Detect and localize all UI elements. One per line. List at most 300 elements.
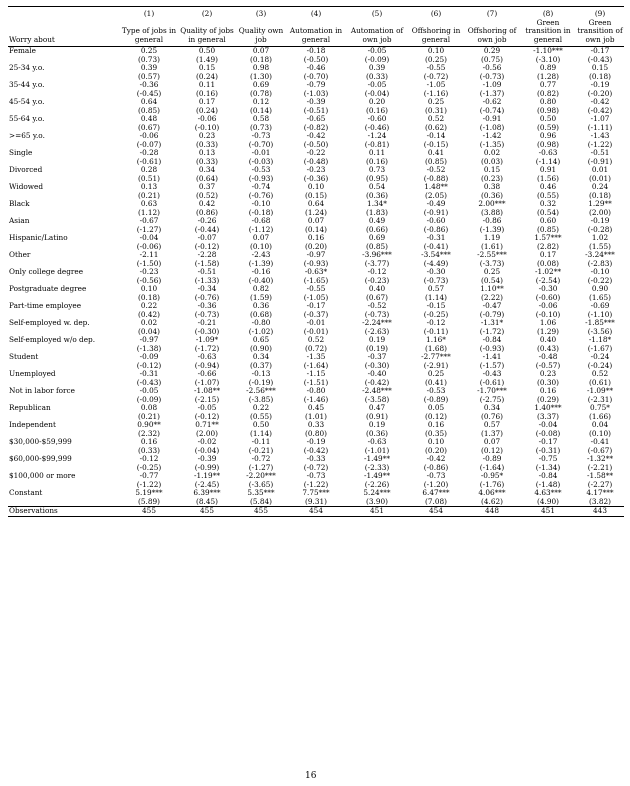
coefficient-cell: -1.05 — [426, 80, 446, 89]
coefficient-cell: 0.46 — [539, 182, 557, 191]
coefficient-cell: -1.09* — [195, 335, 219, 344]
coefficient-cell: -1.42 — [482, 131, 502, 140]
coefficient-cell: 0.60 — [539, 216, 557, 225]
coefficient-cell: 5.19*** — [135, 488, 163, 497]
coefficient-cell: -2.11 — [139, 250, 159, 259]
column-number: (2) — [178, 7, 236, 19]
tstat-cell: (-1.22) — [136, 479, 162, 489]
tstat-cell: (-1.08) — [479, 122, 505, 132]
tstat-cell: (-3.77) — [364, 258, 390, 268]
column-number: (4) — [286, 7, 346, 19]
tstat-cell: (1.28) — [537, 71, 559, 81]
observations-cell: 448 — [464, 507, 520, 517]
coefficient-cell: 4.06*** — [478, 488, 506, 497]
tstat-cell: (0.36) — [366, 428, 388, 438]
tstat-cell: (-0.12) — [194, 241, 220, 251]
coefficient-cell: -0.86 — [482, 216, 502, 225]
coefficient-cell: 0.19 — [368, 420, 386, 429]
tstat-cell: (0.33) — [196, 156, 218, 166]
tstat-cell: (-0.46) — [364, 122, 390, 132]
tstat-cell: (-0.12) — [136, 360, 162, 370]
coefficient-cell: 0.04 — [591, 420, 609, 429]
coefficient-cell: 1.10** — [480, 284, 504, 293]
tstat-cell: (0.57) — [138, 71, 160, 81]
coefficient-cell: -0.52 — [426, 165, 446, 174]
tstat-cell: (-0.08) — [535, 428, 561, 438]
coefficient-cell: -0.73 — [306, 471, 326, 480]
coefficient-cell: 0.54 — [368, 182, 386, 191]
row-label: Hispanic/Latino — [9, 233, 68, 242]
tstat-cell: (-0.36) — [303, 173, 329, 183]
coefficient-cell: -0.37 — [367, 352, 387, 361]
coefficient-cell: -1.85*** — [585, 318, 615, 327]
coefficient-cell: 0.63 — [140, 199, 158, 208]
row-label: >=65 y.o. — [9, 131, 45, 140]
coefficient-cell: -0.12 — [367, 267, 387, 276]
observations-cell: 455 — [236, 507, 286, 517]
coefficient-cell: -0.53 — [426, 386, 446, 395]
coefficient-cell: -0.63 — [367, 437, 387, 446]
column-label: Offshoring of own job — [464, 19, 520, 47]
coefficient-cell: -0.16 — [251, 267, 271, 276]
tstat-cell: (-2.33) — [364, 462, 390, 472]
tstat-cell: (0.12) — [481, 445, 503, 455]
tstat-cell: (0.20) — [425, 445, 447, 455]
coefficient-cell: -0.12 — [426, 318, 446, 327]
observations-cell: 454 — [408, 507, 464, 517]
tstat-cell: (1.66) — [589, 411, 611, 421]
tstat-cell: (-1.65) — [303, 275, 329, 285]
tstat-cell: (-3.65) — [248, 479, 274, 489]
tstat-cell: (3.82) — [589, 496, 611, 506]
coefficient-cell: -0.11 — [251, 437, 271, 446]
tstat-cell: (2.32) — [138, 428, 160, 438]
tstat-cell: (0.91) — [366, 411, 388, 421]
coefficient-cell: -0.07 — [197, 233, 217, 242]
coefficient-cell: 0.42 — [198, 199, 216, 208]
coefficient-cell: -0.05 — [139, 386, 159, 395]
coefficient-cell: -0.31 — [426, 233, 446, 242]
tstat-cell: (0.55) — [250, 411, 272, 421]
coefficient-cell: -0.30 — [426, 267, 446, 276]
coefficient-cell: -0.04 — [538, 420, 558, 429]
coefficient-cell: 0.36 — [252, 301, 270, 310]
tstat-cell: (-1.07) — [194, 377, 220, 387]
coefficient-cell: 0.41 — [427, 148, 445, 157]
coefficient-cell: 0.52 — [427, 114, 445, 123]
tstat-cell: (0.18) — [138, 292, 160, 302]
tstat-cell: (0.14) — [250, 105, 272, 115]
coefficient-cell: 1.40*** — [534, 403, 562, 412]
tstat-cell: (-0.11) — [423, 326, 449, 336]
coefficient-cell: -0.30 — [538, 284, 558, 293]
tstat-cell: (-1.01) — [364, 445, 390, 455]
column-label: Automation in general — [286, 19, 346, 47]
tstat-cell: (-0.91) — [423, 207, 449, 217]
coefficient-cell: 6.47*** — [422, 488, 450, 497]
tstat-cell: (-1.35) — [479, 139, 505, 149]
tstat-cell: (0.16) — [366, 105, 388, 115]
coefficient-cell: -0.28 — [139, 148, 159, 157]
row-label: Only college degree — [9, 267, 84, 276]
coefficient-cell: 0.10 — [307, 182, 325, 191]
tstat-cell: (-0.48) — [303, 156, 329, 166]
row-label: Constant — [9, 488, 43, 497]
tstat-cell: (1.59) — [250, 292, 272, 302]
tstat-cell: (-1.38) — [136, 343, 162, 353]
coefficient-cell: 6.39*** — [193, 488, 221, 497]
coefficient-cell: -0.95* — [480, 471, 504, 480]
tstat-cell: (-0.42) — [364, 377, 390, 387]
coefficient-cell: -2.43 — [251, 250, 271, 259]
coefficient-cell: -0.49 — [426, 199, 446, 208]
observations-row — [8, 507, 624, 517]
tstat-cell: (0.85) — [425, 156, 447, 166]
coefficient-cell: -1.41 — [482, 352, 502, 361]
coefficient-cell: -0.69 — [590, 301, 610, 310]
coefficient-cell: 0.91 — [539, 165, 557, 174]
tstat-cell: (-1.02) — [248, 326, 274, 336]
tstat-cell: (0.95) — [366, 173, 388, 183]
coefficient-cell: -0.63* — [304, 267, 328, 276]
coefficient-cell: -0.47 — [482, 301, 502, 310]
coefficient-cell: -2.20*** — [246, 471, 276, 480]
tstat-cell: (0.66) — [366, 224, 388, 234]
column-label: Quality of jobs in general — [178, 19, 236, 47]
tstat-cell: (0.54) — [537, 207, 559, 217]
coefficient-cell: 2.00*** — [478, 199, 506, 208]
table-body — [8, 47, 624, 517]
coefficient-cell: 0.10 — [427, 46, 445, 55]
coefficient-cell: -0.55 — [426, 63, 446, 72]
coefficient-cell: -0.21 — [197, 318, 217, 327]
coefficient-cell: -0.51 — [197, 267, 217, 276]
tstat-cell: (0.98) — [537, 105, 559, 115]
tstat-cell: (0.90) — [250, 343, 272, 353]
coefficient-cell: -0.17 — [306, 301, 326, 310]
tstat-cell: (3.88) — [481, 207, 503, 217]
coefficient-cell: -0.67 — [139, 216, 159, 225]
tstat-cell: (1.56) — [537, 173, 559, 183]
tstat-cell: (-0.50) — [303, 54, 329, 64]
coefficient-cell: 0.50 — [539, 114, 557, 123]
coefficient-cell: -3.96*** — [362, 250, 392, 259]
coefficient-cell: -0.97 — [139, 335, 159, 344]
coefficient-cell: 0.23 — [539, 369, 557, 378]
tstat-cell: (-0.12) — [194, 411, 220, 421]
coefficient-cell: -3.54*** — [421, 250, 451, 259]
coefficient-cell: 0.89 — [539, 63, 557, 72]
coefficient-cell: -1.10*** — [533, 46, 563, 55]
tstat-cell: (0.20) — [305, 241, 327, 251]
coefficient-cell: 0.64 — [307, 199, 325, 208]
coefficient-cell: 0.15 — [591, 63, 609, 72]
tstat-cell: (-0.74) — [479, 105, 505, 115]
tstat-cell: (-0.70) — [303, 71, 329, 81]
coefficient-cell: -1.08** — [193, 386, 220, 395]
tstat-cell: (-3.58) — [364, 394, 390, 404]
tstat-cell: (-1.14) — [535, 156, 561, 166]
coefficient-cell: 1.57*** — [534, 233, 562, 242]
tstat-cell: (0.10) — [589, 428, 611, 438]
tstat-cell: (-0.09) — [136, 394, 162, 404]
observations-cell: 451 — [520, 507, 576, 517]
tstat-cell: (0.43) — [537, 343, 559, 353]
tstat-cell: (-0.56) — [136, 275, 162, 285]
tstat-cell: (0.41) — [425, 377, 447, 387]
column-label: Type of jobs in general — [120, 19, 178, 47]
tstat-cell: (0.15) — [305, 190, 327, 200]
tstat-cell: (0.76) — [481, 411, 503, 421]
tstat-cell: (-1.16) — [423, 88, 449, 98]
tstat-cell: (0.73) — [250, 122, 272, 132]
tstat-cell: (-0.23) — [364, 275, 390, 285]
tstat-cell: (0.36) — [481, 190, 503, 200]
tstat-cell: (-0.42) — [587, 105, 613, 115]
coefficient-cell: 0.48 — [140, 114, 158, 123]
tstat-cell: (1.14) — [425, 292, 447, 302]
coefficient-cell: 0.11 — [368, 148, 386, 157]
column-number: (9) — [576, 7, 624, 19]
tstat-cell: (1.29) — [537, 326, 559, 336]
coefficient-cell: 0.10 — [140, 284, 158, 293]
tstat-cell: (-1.34) — [535, 462, 561, 472]
coefficient-cell: 0.16 — [140, 437, 158, 446]
coefficient-cell: 0.25 — [483, 267, 501, 276]
coefficient-cell: -1.15 — [306, 369, 326, 378]
tstat-cell: (2.00) — [589, 207, 611, 217]
row-label: $100,000 or more — [9, 471, 76, 480]
tstat-cell: (0.33) — [366, 71, 388, 81]
column-label: Green transition in general — [520, 19, 576, 47]
coefficient-cell: 0.49 — [368, 216, 386, 225]
coefficient-cell: 0.39 — [368, 63, 386, 72]
tstat-cell: (-0.73) — [423, 275, 449, 285]
tstat-cell: (-0.15) — [423, 139, 449, 149]
tstat-cell: (-0.79) — [479, 309, 505, 319]
coefficient-cell: -1.09** — [586, 386, 613, 395]
tstat-cell: (0.08) — [537, 258, 559, 268]
row-label: Independent — [9, 420, 56, 429]
coefficient-cell: 0.34 — [198, 165, 216, 174]
coefficient-cell: 0.07 — [307, 216, 325, 225]
tstat-cell: (0.14) — [305, 224, 327, 234]
tstat-cell: (-1.27) — [248, 462, 274, 472]
coefficient-cell: -1.58** — [586, 471, 613, 480]
tstat-cell: (-2.83) — [587, 258, 613, 268]
tstat-cell: (-0.61) — [136, 156, 162, 166]
tstat-cell: (-1.58) — [194, 258, 220, 268]
coefficient-cell: 0.02 — [140, 318, 158, 327]
coefficient-cell: -0.60 — [426, 216, 446, 225]
tstat-cell: (-0.04) — [364, 88, 390, 98]
tstat-cell: (-0.50) — [303, 139, 329, 149]
tstat-cell: (0.29) — [537, 394, 559, 404]
coefficient-cell: -2.48*** — [362, 386, 392, 395]
tstat-cell: (0.10) — [250, 241, 272, 251]
coefficient-cell: 0.34 — [483, 403, 501, 412]
coefficient-cell: -0.06 — [538, 301, 558, 310]
tstat-cell: (0.98) — [537, 139, 559, 149]
coefficient-cell: 1.16* — [426, 335, 446, 344]
tstat-cell: (0.04) — [138, 326, 160, 336]
coefficient-cell: -0.05 — [367, 46, 387, 55]
tstat-cell: (0.36) — [366, 190, 388, 200]
coefficient-cell: 1.34* — [367, 199, 387, 208]
coefficient-cell: 0.16 — [307, 233, 325, 242]
tstat-cell: (0.21) — [138, 190, 160, 200]
coefficient-cell: -2.55*** — [477, 250, 507, 259]
tstat-cell: (9.31) — [305, 496, 327, 506]
coefficient-cell: 0.69 — [252, 80, 270, 89]
coefficient-cell: -1.19** — [193, 471, 220, 480]
coefficient-cell: -0.39 — [197, 454, 217, 463]
coefficient-cell: 0.80 — [539, 97, 557, 106]
coefficient-cell: 7.75*** — [302, 488, 330, 497]
coefficient-cell: -1.43 — [590, 131, 610, 140]
coefficient-cell: -2.28 — [197, 250, 217, 259]
coefficient-cell: -0.80 — [306, 386, 326, 395]
coefficient-cell: 0.10 — [427, 437, 445, 446]
tstat-cell: (-0.31) — [535, 445, 561, 455]
tstat-cell: (-1.72) — [479, 326, 505, 336]
coefficient-cell: 0.25 — [427, 369, 445, 378]
tstat-cell: (-0.01) — [303, 326, 329, 336]
tstat-cell: (0.16) — [196, 88, 218, 98]
tstat-cell: (-0.30) — [364, 360, 390, 370]
coefficient-cell: 0.37 — [198, 182, 216, 191]
coefficient-cell: -0.19 — [590, 80, 610, 89]
coefficient-cell: -0.02 — [197, 437, 217, 446]
column-label-row — [8, 19, 624, 47]
tstat-cell: (1.12) — [138, 207, 160, 217]
tstat-cell: (0.67) — [366, 292, 388, 302]
tstat-cell: (0.62) — [425, 122, 447, 132]
coefficient-cell: -0.34 — [197, 284, 217, 293]
coefficient-cell: -1.49** — [363, 471, 390, 480]
tstat-cell: (-1.37) — [479, 88, 505, 98]
row-header-label: Worry about — [8, 19, 120, 47]
tstat-cell: (-0.03) — [248, 156, 274, 166]
coefficient-cell: -0.23 — [306, 165, 326, 174]
row-label: Student — [9, 352, 39, 361]
coefficient-cell: 0.20 — [368, 97, 386, 106]
tstat-cell: (-0.72) — [303, 462, 329, 472]
coefficient-cell: 1.02 — [591, 233, 609, 242]
tstat-cell: (-0.93) — [479, 343, 505, 353]
tstat-cell: (7.08) — [425, 496, 447, 506]
row-label: Self-employed w/o dep. — [9, 335, 96, 344]
coefficient-cell: -0.12 — [139, 454, 159, 463]
coefficient-cell: 1.48** — [424, 182, 448, 191]
coefficient-cell: 0.05 — [427, 403, 445, 412]
coefficient-cell: -0.52 — [367, 301, 387, 310]
coefficient-cell: -1.32** — [586, 454, 613, 463]
observations-cell: 443 — [576, 507, 624, 517]
tstat-cell: (2.05) — [425, 190, 447, 200]
tstat-cell: (0.24) — [196, 105, 218, 115]
tstat-cell: (0.68) — [250, 309, 272, 319]
coefficient-cell: -0.66 — [197, 369, 217, 378]
coefficient-cell: 0.29 — [483, 46, 501, 55]
tstat-cell: (-0.43) — [136, 377, 162, 387]
tstat-cell: (-0.70) — [248, 139, 274, 149]
tstat-cell: (0.82) — [537, 88, 559, 98]
row-label: $30,000-$59,999 — [9, 437, 72, 446]
tstat-cell: (1.01) — [305, 411, 327, 421]
tstat-cell: (0.72) — [305, 343, 327, 353]
tstat-cell: (-3.73) — [479, 258, 505, 268]
tstat-cell: (-1.64) — [303, 360, 329, 370]
tstat-cell: (0.85) — [537, 224, 559, 234]
coefficient-cell: 0.12 — [252, 97, 270, 106]
coefficient-cell: 0.40 — [368, 284, 386, 293]
tstat-cell: (-1.50) — [136, 258, 162, 268]
tstat-cell: (-0.21) — [248, 445, 274, 455]
row-label: Part-time employee — [9, 301, 82, 310]
tstat-cell: (-0.72) — [423, 71, 449, 81]
coefficient-cell: -0.24 — [590, 352, 610, 361]
tstat-cell: (-1.39) — [479, 224, 505, 234]
tstat-cell: (0.37) — [250, 360, 272, 370]
coefficient-cell: 0.32 — [539, 199, 557, 208]
tstat-cell: (-2.27) — [587, 479, 613, 489]
tstat-cell: (-1.39) — [248, 258, 274, 268]
tstat-cell: (0.18) — [589, 71, 611, 81]
tstat-cell: (-1.67) — [587, 343, 613, 353]
tstat-cell: (-0.67) — [587, 445, 613, 455]
coefficient-cell: 0.71** — [195, 420, 219, 429]
tstat-cell: (-0.57) — [535, 360, 561, 370]
coefficient-cell: -0.91 — [482, 114, 502, 123]
tstat-cell: (-2.31) — [587, 394, 613, 404]
coefficient-cell: -0.48 — [538, 352, 558, 361]
tstat-cell: (0.12) — [425, 411, 447, 421]
tstat-cell: (-0.10) — [194, 122, 220, 132]
tstat-cell: (-0.24) — [587, 360, 613, 370]
tstat-cell: (0.59) — [537, 122, 559, 132]
coefficient-cell: 0.65 — [252, 335, 270, 344]
coefficient-cell: -0.43 — [482, 369, 502, 378]
tstat-cell: (-0.22) — [587, 275, 613, 285]
coefficient-cell: -0.68 — [251, 216, 271, 225]
coefficient-cell: 0.52 — [591, 369, 609, 378]
tstat-cell: (-0.76) — [248, 190, 274, 200]
tstat-cell: (3.37) — [537, 411, 559, 421]
coefficient-cell: -0.10 — [590, 267, 610, 276]
tstat-cell: (0.67) — [138, 122, 160, 132]
tstat-cell: (-1.64) — [479, 462, 505, 472]
coefficient-cell: -0.33 — [306, 454, 326, 463]
coefficient-cell: -1.07 — [590, 114, 610, 123]
coefficient-cell: 0.90 — [591, 284, 609, 293]
tstat-cell: (-0.09) — [364, 54, 390, 64]
tstat-cell: (-2.54) — [535, 275, 561, 285]
row-label: Unemployed — [9, 369, 56, 378]
tstat-cell: (-3.56) — [587, 326, 613, 336]
coefficient-cell: -0.23 — [139, 267, 159, 276]
coefficient-cell: 1.29** — [588, 199, 612, 208]
coefficient-cell: 0.34 — [252, 352, 270, 361]
coefficient-cell: 0.08 — [140, 403, 158, 412]
tstat-cell: (-3.85) — [248, 394, 274, 404]
tstat-cell: (0.64) — [196, 173, 218, 183]
coefficient-cell: 0.52 — [307, 335, 325, 344]
tstat-cell: (0.01) — [589, 173, 611, 183]
coefficient-cell: 0.47 — [368, 403, 386, 412]
tstat-cell: (0.33) — [138, 445, 160, 455]
tstat-cell: (-1.22) — [587, 139, 613, 149]
